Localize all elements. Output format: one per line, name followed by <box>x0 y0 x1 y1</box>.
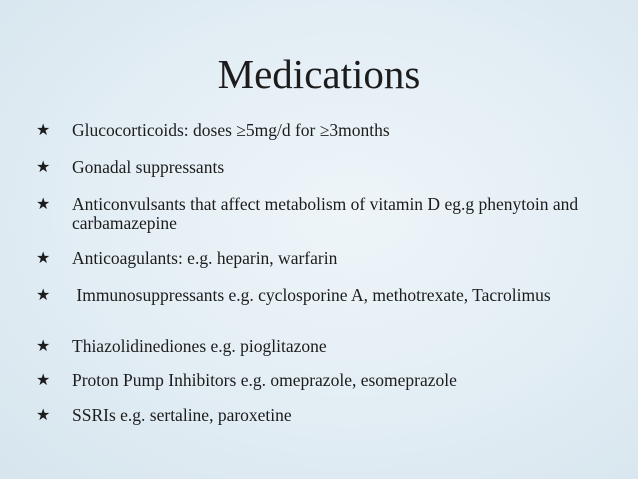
list-item <box>36 194 596 233</box>
bullet-text: Immunosuppressants e.g. cyclosporine A, methotrexate, Tacrolimus <box>72 285 551 305</box>
bullet-text: Thiazolidinediones e.g. pioglitazone <box>72 336 327 356</box>
star-icon: ★ <box>36 196 51 213</box>
bullet-text: Glucocorticoids: doses ≥5mg/d for ≥3months <box>72 120 390 140</box>
bullet-text: Proton Pump Inhibitors e.g. omeprazole, esomeprazole <box>72 370 457 390</box>
star-icon: ★ <box>36 407 51 424</box>
bullet-text: Gonadal suppressants <box>72 157 225 177</box>
list-item <box>36 248 596 270</box>
list-item <box>36 370 596 392</box>
list-item <box>36 405 596 427</box>
star-icon: ★ <box>36 338 51 355</box>
bullet-text: Anticonvulsants that affect metabolism of vitamin D eg.g phenytoin and carbamazepine <box>72 194 579 233</box>
star-icon: ★ <box>36 250 51 267</box>
star-icon: ★ <box>36 159 51 176</box>
list-item <box>36 285 596 307</box>
list-item <box>36 336 596 358</box>
list-item <box>36 120 596 142</box>
star-icon: ★ <box>36 287 51 304</box>
slide-title: Medications <box>217 51 421 97</box>
list-item <box>36 157 596 179</box>
bullet-text: SSRIs e.g. sertaline, paroxetine <box>72 405 292 425</box>
star-icon: ★ <box>36 122 51 139</box>
star-icon: ★ <box>36 372 51 389</box>
bullet-text: Anticoagulants: e.g. heparin, warfarin <box>72 248 338 268</box>
